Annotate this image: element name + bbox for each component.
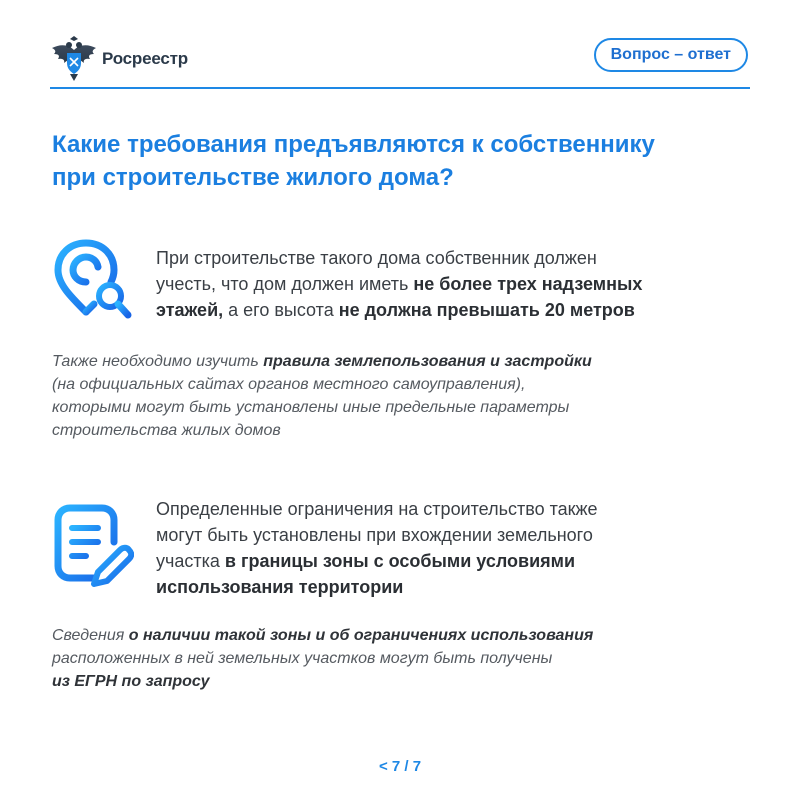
title-line-2: при строительстве жилого дома? (52, 164, 454, 191)
prev-page-arrow[interactable]: < (378, 758, 388, 775)
location-search-icon (50, 238, 134, 326)
block1-line-1: При строительстве такого дома собственник должен (156, 248, 597, 268)
block2-text (156, 496, 756, 600)
note2 (52, 624, 752, 693)
block2-line-3: участка в границы зоны с особыми условиями (156, 551, 576, 571)
note1-line-2: (на официальных сайтах органов местного самоуправления), (52, 376, 526, 393)
qa-badge: Вопрос – ответ (594, 38, 748, 72)
document-edit-icon (52, 502, 134, 590)
logo (50, 36, 188, 82)
block2-line-2: могут быть установлены при вхождении земельного (156, 525, 593, 545)
header-divider (50, 87, 750, 89)
block1-line-2: учесть, что дом должен иметь не более трех надземных (156, 274, 643, 294)
page-title (52, 128, 752, 194)
title-line-1: Какие требования предъявляются к собственнику (52, 131, 655, 158)
pager (0, 758, 800, 775)
block1-text (156, 245, 756, 323)
block2-line-1: Определенные ограничения на строительство также (156, 499, 598, 519)
page-indicator: 7 / 7 (391, 758, 422, 775)
brand-name: Росреестр (102, 49, 188, 68)
header (50, 34, 750, 84)
note1-line-1: Также необходимо изучить правила землепользования и застройки (52, 353, 592, 370)
note1-line-4: строительства жилых домов (52, 422, 281, 439)
eagle-emblem-icon (50, 36, 98, 82)
block1-line-3: этажей, а его высота не должна превышать 20 метров (156, 300, 635, 320)
note1 (52, 350, 752, 442)
note2-line-3: из ЕГРН по запросу (52, 673, 210, 690)
note2-line-2: расположенных в ней земельных участков могут быть получены (52, 650, 553, 667)
note1-line-3: которыми могут быть установлены иные предельные параметры (52, 399, 570, 416)
note2-line-1: Сведения о наличии такой зоны и об ограничениях использования (52, 627, 594, 644)
block2-line-4: использования территории (156, 577, 404, 597)
